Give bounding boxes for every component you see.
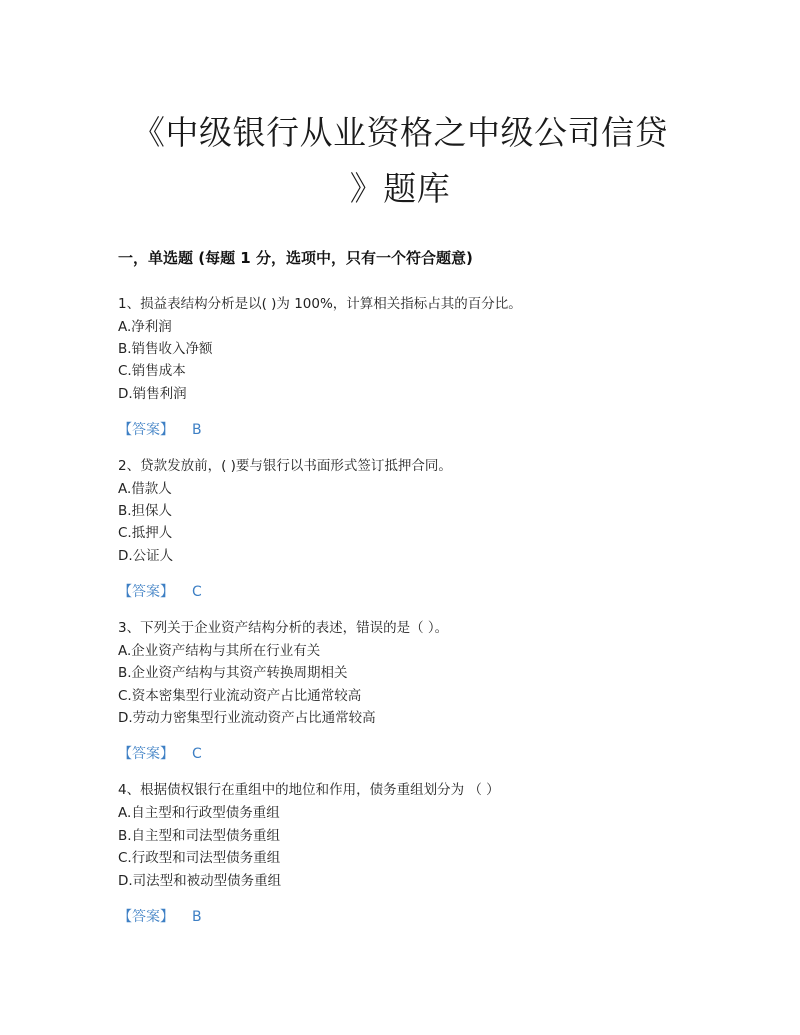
question-3-answer — [118, 744, 202, 764]
answer-label: 【答案】 — [118, 746, 174, 762]
title-line-2: 》题库 — [349, 169, 451, 208]
question-1-option-d: D.销售利润 — [118, 386, 187, 402]
question-3-text: 3、下列关于企业资产结构分析的表述，错误的是（ ）。 — [118, 620, 449, 636]
question-2-answer — [118, 582, 202, 602]
title-line-1: 《中级银行从业资格之中级公司信贷 — [132, 113, 668, 152]
question-3-option-d: D.劳动力密集型行业流动资产占比通常较高 — [118, 710, 376, 726]
answer-value: C — [192, 746, 202, 762]
question-4-option-b: B.自主型和司法型债务重组 — [118, 828, 281, 844]
question-4-option-c: C.行政型和司法型债务重组 — [118, 850, 281, 866]
question-1-text: 1、损益表结构分析是以( )为 100%，计算相关指标占其的百分比。 — [118, 296, 522, 312]
question-3-option-b: B.企业资产结构与其资产转换周期相关 — [118, 665, 348, 681]
question-2-option-d: D.公证人 — [118, 548, 174, 564]
question-4-option-d: D.司法型和被动型债务重组 — [118, 873, 282, 889]
answer-label: 【答案】 — [118, 909, 174, 925]
answer-value: B — [192, 422, 202, 438]
section-heading: 一，单选题 (每题 1 分，选项中，只有一个符合题意) — [118, 249, 473, 267]
question-4-text: 4、根据债权银行在重组中的地位和作用，债务重组划分为 （ ） — [118, 782, 500, 798]
question-1-option-a: A.净利润 — [118, 319, 172, 335]
question-3-option-c: C.资本密集型行业流动资产占比通常较高 — [118, 688, 362, 704]
question-2-option-a: A.借款人 — [118, 481, 172, 497]
question-3-option-a: A.企业资产结构与其所在行业有关 — [118, 643, 321, 659]
document-title — [100, 105, 700, 217]
question-4-option-a: A.自主型和行政型债务重组 — [118, 805, 280, 821]
answer-label: 【答案】 — [118, 422, 174, 438]
question-2-option-c: C.抵押人 — [118, 525, 173, 541]
question-4-answer — [118, 907, 202, 927]
answer-label: 【答案】 — [118, 584, 174, 600]
question-1-answer — [118, 420, 202, 440]
question-2-text: 2、贷款发放前，( )要与银行以书面形式签订抵押合同。 — [118, 458, 452, 474]
question-1-option-c: C.销售成本 — [118, 363, 186, 379]
question-1-option-b: B.销售收入净额 — [118, 341, 213, 357]
question-2-option-b: B.担保人 — [118, 503, 173, 519]
answer-value: B — [192, 909, 202, 925]
answer-value: C — [192, 584, 202, 600]
